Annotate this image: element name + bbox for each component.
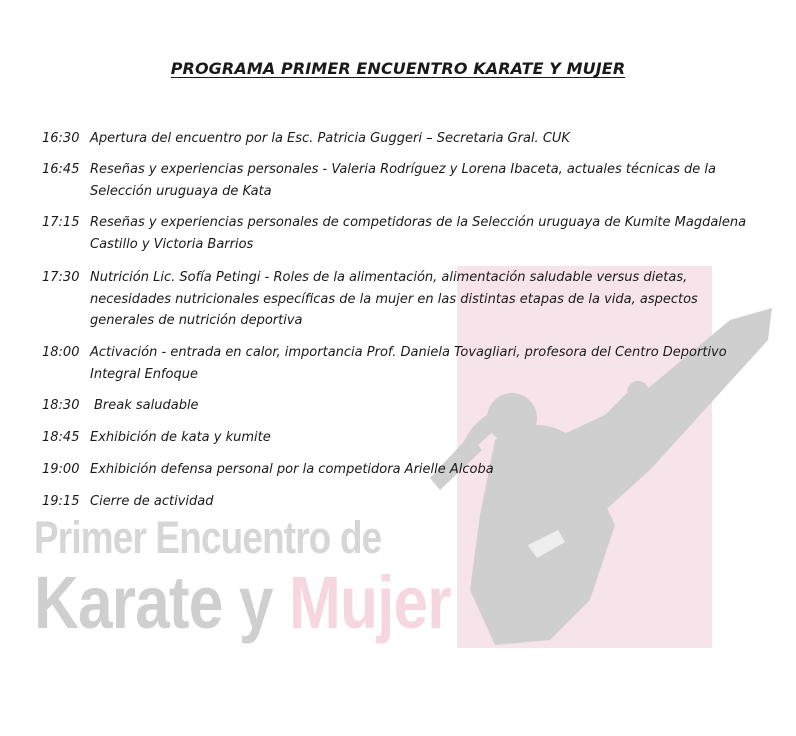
watermark-line-1: Primer Encuentro de bbox=[34, 512, 382, 563]
program-time: 19:15 bbox=[42, 494, 80, 509]
program-description: Exhibición de kata y kumite bbox=[90, 430, 271, 445]
program-item bbox=[42, 342, 762, 385]
page-title: PROGRAMA PRIMER ENCUENTRO KARATE Y MUJER bbox=[170, 59, 626, 78]
program-description: Cierre de actividad bbox=[90, 494, 214, 509]
program-time: 17:30 bbox=[42, 270, 80, 285]
program-item bbox=[42, 459, 494, 481]
program-time: 17:15 bbox=[42, 215, 80, 230]
program-time: 18:30 bbox=[42, 398, 80, 413]
watermark-karate-text: Karate y bbox=[34, 561, 273, 644]
program-item bbox=[42, 491, 214, 513]
program-description: Break saludable bbox=[94, 398, 199, 413]
program-description: Apertura del encuentro por la Esc. Patricia Guggeri – Secretaria Gral. CUK bbox=[90, 131, 570, 146]
program-time: 19:00 bbox=[42, 462, 80, 477]
program-description: Reseñas y experiencias personales - Valeria Rodríguez y Lorena Ibaceta, actuales técnicas de la Selección uruguaya de Kata bbox=[90, 162, 716, 199]
program-description: Reseñas y experiencias personales de competidoras de la Selección uruguaya de Kumite Magdalena Castillo y Victoria Barrios bbox=[90, 215, 747, 252]
program-time: 18:45 bbox=[42, 430, 80, 445]
program-time: 16:30 bbox=[42, 131, 80, 146]
program-time: 18:00 bbox=[42, 345, 80, 360]
program-time: 16:45 bbox=[42, 162, 80, 177]
program-item bbox=[42, 395, 199, 417]
program-description: Nutrición Lic. Sofía Petingi - Roles de la alimentación, alimentación saludable versus dietas, necesidades nutricionales específicas de la mujer en las distintas etapas de la vida, aspectos generales de nutrición deportiva bbox=[90, 270, 698, 328]
program-description: Exhibición defensa personal por la competidora Arielle Alcoba bbox=[90, 462, 494, 477]
program-item bbox=[42, 212, 762, 255]
program-item bbox=[42, 128, 570, 150]
program-description: Activación - entrada en calor, importancia Prof. Daniela Tovagliari, profesora del Centro Deportivo Integral Enfoque bbox=[90, 345, 727, 382]
watermark-line-2 bbox=[34, 560, 451, 645]
watermark-mujer-text: Mujer bbox=[289, 561, 451, 644]
program-item bbox=[42, 159, 762, 202]
program-item bbox=[42, 427, 271, 449]
program-item bbox=[42, 267, 762, 332]
